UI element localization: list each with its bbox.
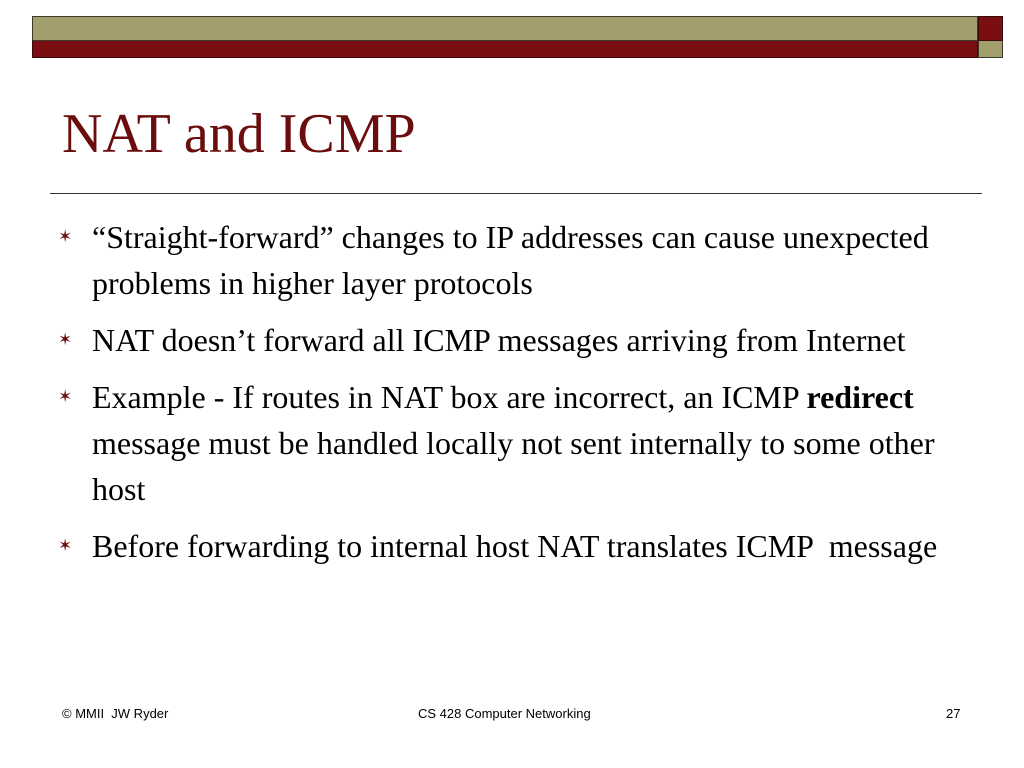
bullet-text: Before forwarding to internal host NAT translates ICMP message	[92, 528, 938, 564]
bullet-item	[58, 317, 958, 363]
bullet-item	[58, 523, 958, 569]
bullet-text: “Straight-forward” changes to IP addresses can cause unexpected problems in higher layer protocols	[92, 219, 929, 301]
footer-course-name: CS 428 Computer Networking	[418, 706, 591, 721]
bullet-text-bold: redirect	[806, 379, 914, 415]
footer-copyright: © MMII JW Ryder	[62, 706, 169, 721]
header-olive-square	[978, 41, 1003, 58]
bullet-item	[58, 374, 958, 512]
footer-page-number: 27	[946, 706, 961, 721]
star-bullet-icon: ✶	[58, 387, 73, 406]
header-maroon-square	[978, 16, 1003, 41]
bullet-text-post: message must be handled locally not sent internally to some other host	[92, 425, 935, 507]
header-maroon-bar	[32, 41, 978, 58]
slide-title: NAT and ICMP	[62, 103, 416, 165]
title-divider	[50, 193, 982, 194]
bullet-text-pre: Example - If routes in NAT box are incorrect, an ICMP	[92, 379, 807, 415]
star-bullet-icon: ✶	[58, 330, 73, 349]
bullet-text	[92, 374, 958, 512]
bullet-item	[58, 214, 958, 306]
star-bullet-icon: ✶	[58, 227, 73, 246]
bullet-list	[58, 214, 958, 580]
header-olive-bar	[32, 16, 978, 41]
bullet-text: NAT doesn’t forward all ICMP messages arriving from Internet	[92, 322, 906, 358]
star-bullet-icon: ✶	[58, 536, 73, 555]
